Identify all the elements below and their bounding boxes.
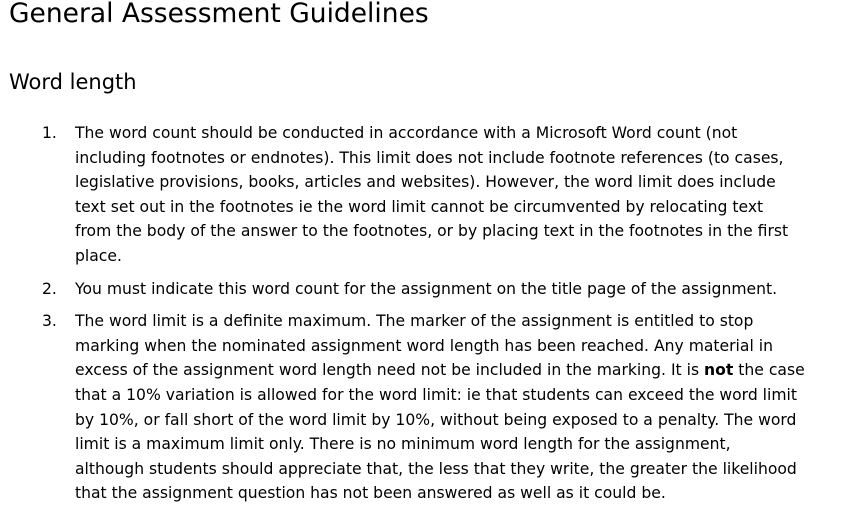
page-title: General Assessment Guidelines — [9, 0, 429, 29]
text-line: legislative provisions, books, articles and websites). However, the word limit does include — [75, 173, 776, 192]
text-line — [75, 361, 805, 379]
text-line: text set out in the footnotes ie the word limit cannot be circumvented by relocating text — [75, 197, 764, 216]
text-line: from the body of the answer to the footnotes, or by placing text in the footnotes in the first — [75, 222, 789, 241]
text-line: place. — [75, 246, 122, 265]
list-item — [0, 277, 835, 302]
emphasis-not: not — [704, 361, 734, 380]
list-item-number: 2. — [42, 279, 57, 298]
text-line: including footnotes or endnotes). This limit does not include footnote references (to cases, — [75, 148, 784, 167]
list-item-number: 1. — [42, 124, 57, 142]
text-line: The word count should be conducted in accordance with a Microsoft Word count (not — [75, 124, 738, 142]
text-line: that a 10% variation is allowed for the word limit: ie that students can exceed the word limit — [75, 385, 797, 404]
text-line: You must indicate this word count for the assignment on the title page of the assignment. — [75, 279, 778, 298]
section-heading: Word length — [9, 70, 137, 94]
list-item — [0, 309, 835, 506]
text-line: limit is a maximum limit only. There is no minimum word length for the assignment, — [75, 435, 731, 454]
text-line: marking when the nominated assignment word length has been reached. Any material in — [75, 336, 773, 355]
list-item — [0, 121, 835, 269]
text-line: that the assignment question has not been answered as well as it could be. — [75, 484, 666, 503]
text-run: excess of the assignment word length need not be included in the marking. It is — [75, 361, 705, 380]
text-line: The word limit is a definite maximum. The marker of the assignment is entitled to stop — [75, 312, 754, 331]
text-run: the case — [733, 361, 805, 380]
guidelines-list — [0, 121, 841, 514]
list-item-text — [75, 121, 835, 269]
list-item-number: 3. — [42, 312, 57, 331]
list-item-text — [75, 277, 835, 302]
text-line: by 10%, or fall short of the word limit by 10%, without being exposed to a penalty. The word — [75, 410, 797, 429]
text-line: although students should appreciate that, the less that they write, the greater the likelihood — [75, 459, 797, 478]
list-item-text — [75, 309, 835, 506]
